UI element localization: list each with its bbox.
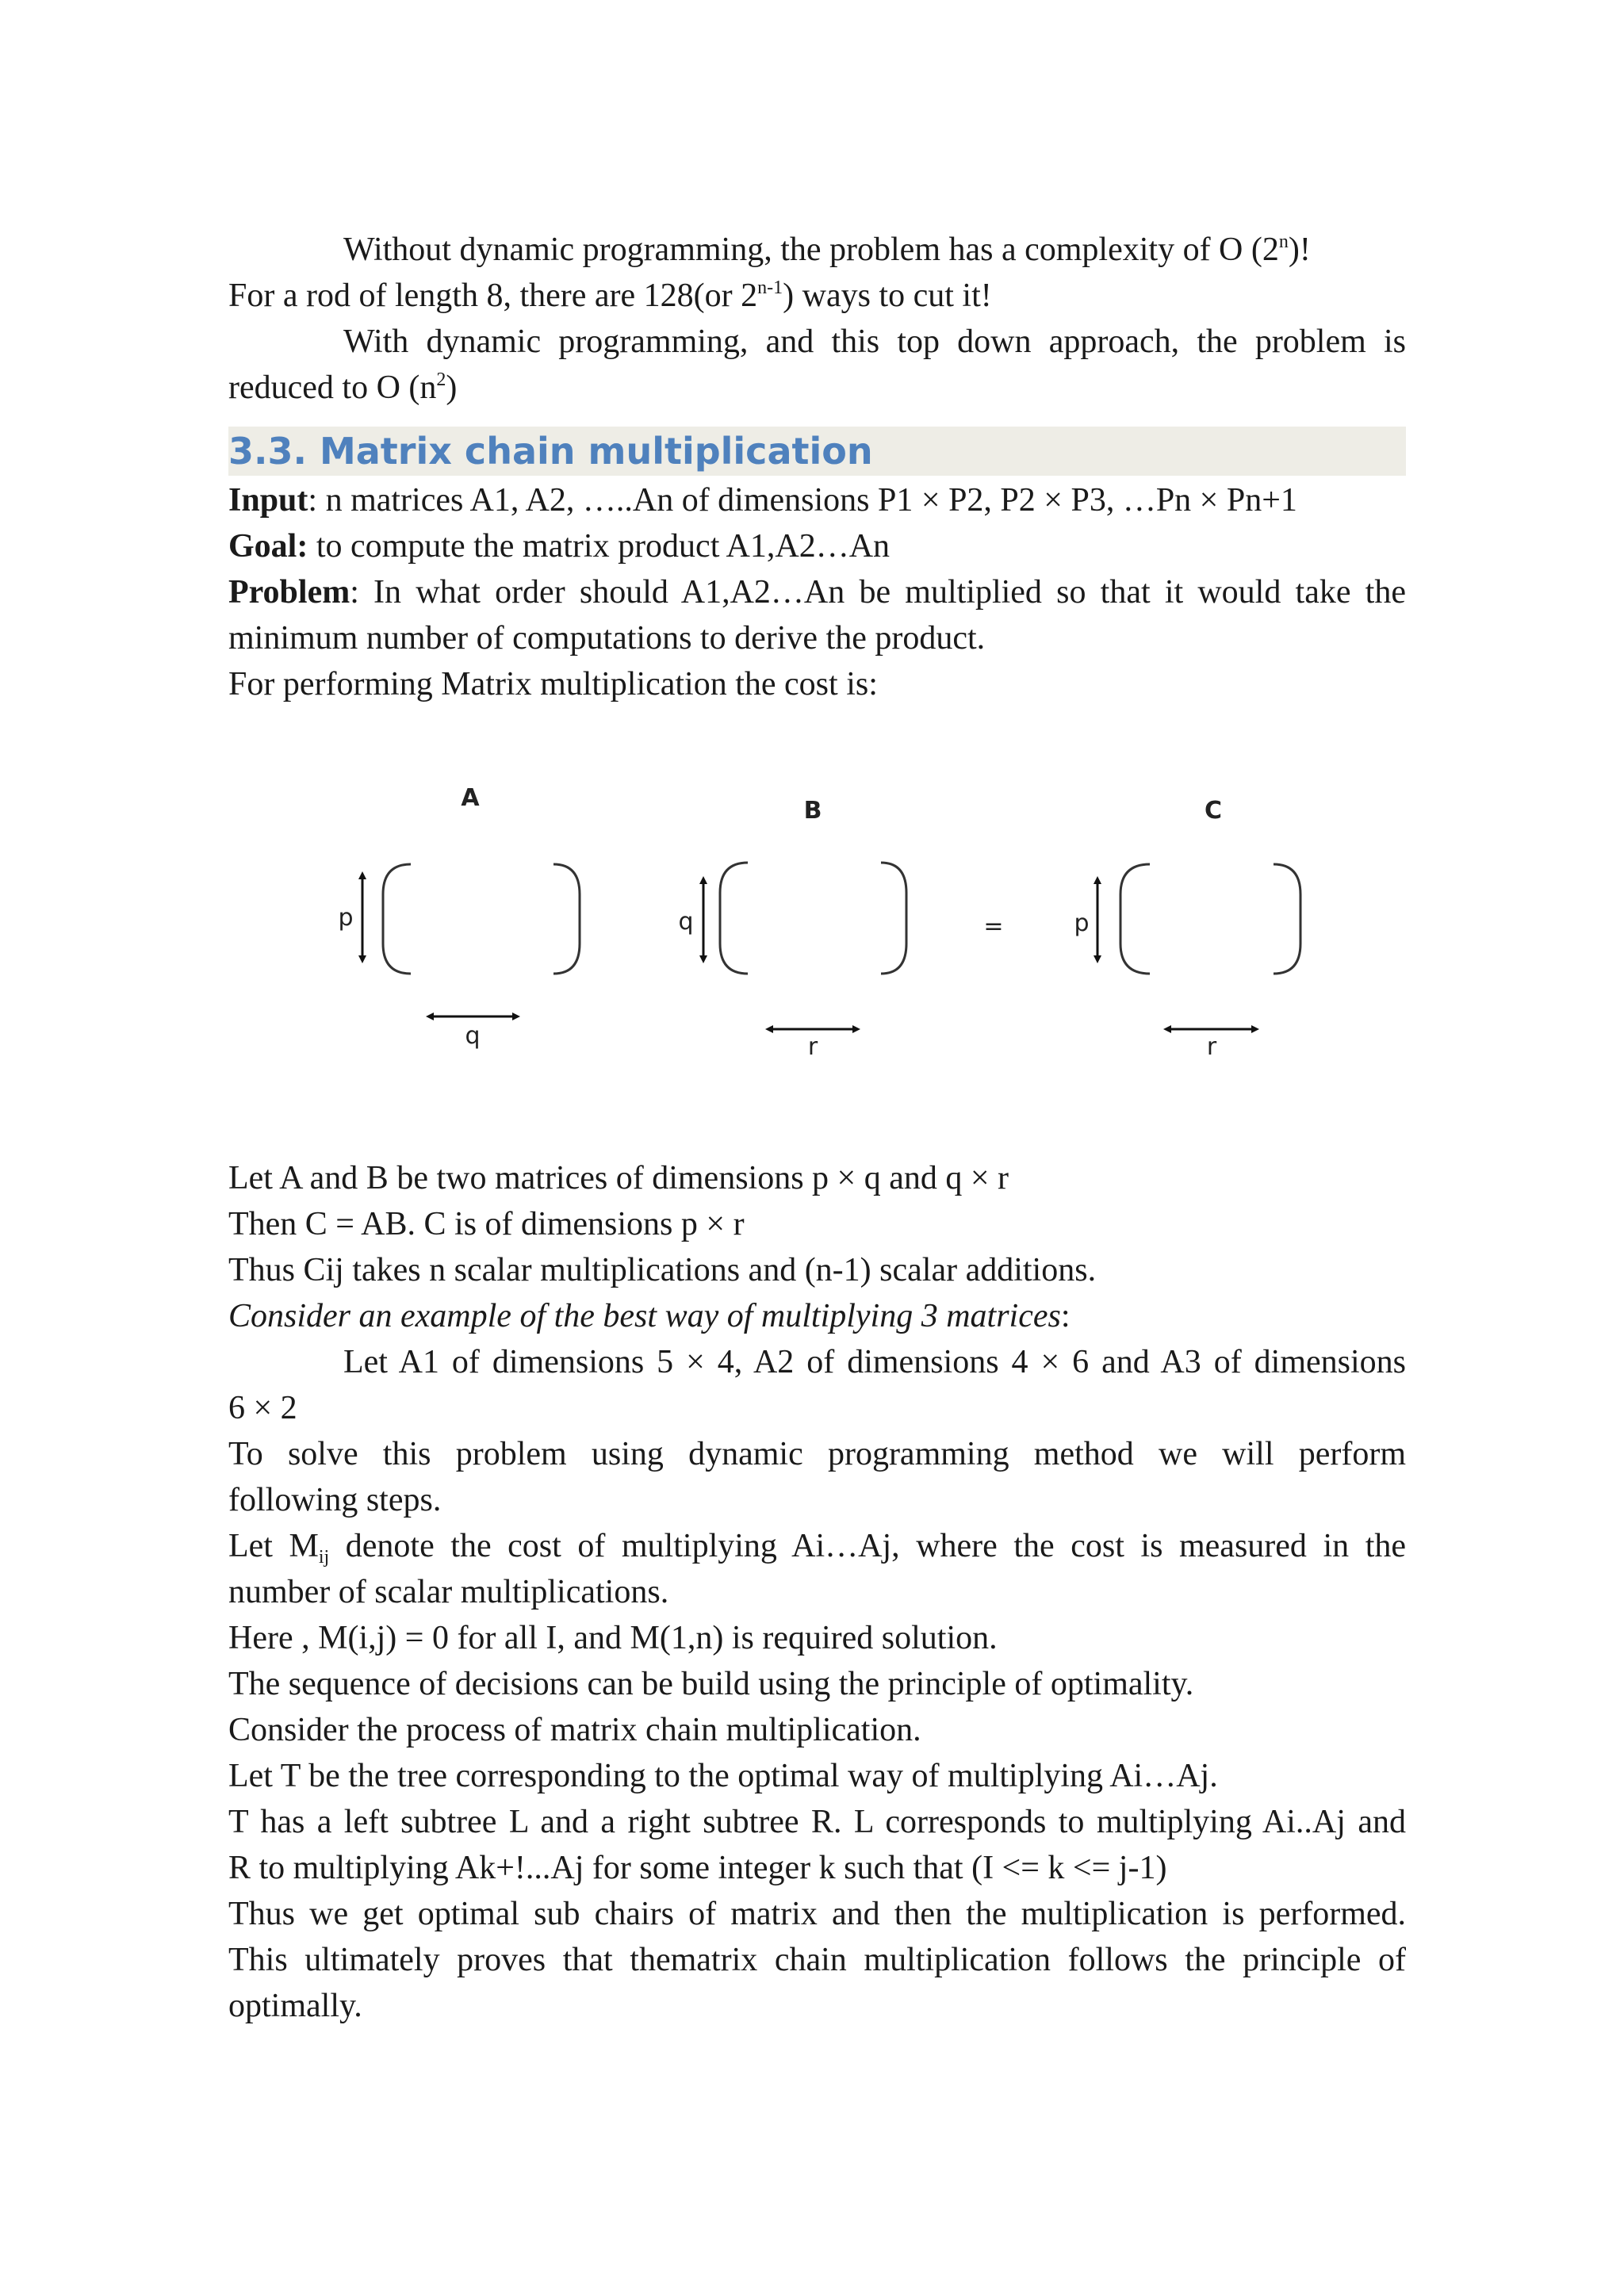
matrix-c-left-bracket: [1120, 864, 1150, 974]
intro-dp-line: With dynamic programming, and this top down approach, the problem is: [343, 323, 1406, 360]
intro-rod-line: For a rod of length 8, there are 128(or 2$^{n-1}$) ways to cut it!: [228, 278, 992, 314]
problem-line-cont: minimum number of computations to derive the product.: [228, 620, 986, 657]
body-line-1: Let A and B be two matrices of dimensions p × q and q × r: [228, 1160, 1009, 1196]
cost-intro-line: For performing Matrix multiplication the cost is:: [228, 666, 878, 702]
matrix-diagram: [228, 707, 1406, 1155]
matrix-b-label: B: [803, 797, 822, 825]
matrix-c-right-bracket: [1274, 864, 1300, 974]
body-line-19: optimally.: [228, 1988, 362, 2024]
matrix-b-cols-label: r: [807, 1033, 818, 1061]
matrix-a-left-bracket: [383, 864, 411, 974]
example-heading-line: Consider an example of the best way of multiplying 3 matrices:: [228, 1298, 1071, 1334]
body-line-6: 6 × 2: [228, 1390, 297, 1426]
goal-line: Goal: to compute the matrix product A1,A2…An: [228, 528, 891, 565]
problem-line: Problem: In what order should A1,A2…An be multiplied so that it would take the: [228, 574, 1406, 611]
body-line-8: following steps.: [228, 1482, 442, 1518]
matrix-c-rows-label: p: [1074, 909, 1090, 937]
body-line-10: number of scalar multiplications.: [228, 1574, 669, 1610]
document-body: [228, 227, 1406, 2029]
matrix-c-label: C: [1204, 797, 1223, 825]
body-line-3: Thus Cij takes n scalar multiplications and (n-1) scalar additions.: [228, 1252, 1097, 1288]
matrix-multiplication-figure: [228, 707, 1406, 1155]
matrix-a-right-bracket: [553, 864, 580, 974]
body-line-18: This ultimately proves that thematrix chain multiplication follows the principle of: [228, 1942, 1406, 1978]
body-line-17: Thus we get optimal sub chairs of matrix and then the multiplication is performed.: [228, 1896, 1406, 1932]
matrix-b-rows-label: q: [678, 908, 694, 936]
body-line-5: Let A1 of dimensions 5 × 4, A2 of dimensions 4 × 6 and A3 of dimensions: [343, 1344, 1406, 1380]
body-line-13: Consider the process of matrix chain multiplication.: [228, 1712, 921, 1748]
body-line-2: Then C = AB. C is of dimensions p × r: [228, 1206, 745, 1242]
matrix-a-cols-label: q: [465, 1022, 481, 1050]
matrix-a: [338, 784, 580, 1050]
section-heading: 3.3. Matrix chain multiplication: [228, 427, 1406, 476]
body-line-15: T has a left subtree L and a right subtree R. L corresponds to multiplying Ai..Aj and: [228, 1804, 1406, 1840]
matrix-b: [678, 797, 906, 1061]
body-line-14: Let T be the tree corresponding to the optimal way of multiplying Ai…Aj.: [228, 1758, 1218, 1794]
matrix-a-rows-label: p: [338, 904, 354, 932]
intro-complexity-line: Without dynamic programming, the problem has a complexity of O (2$^n$)!: [343, 232, 1311, 268]
body-line-11: Here , M(i,j) = 0 for all I, and M(1,n) is required solution.: [228, 1620, 998, 1656]
matrix-b-right-bracket: [881, 863, 906, 974]
matrix-c: [1074, 797, 1300, 1061]
matrix-c-cols-label: r: [1206, 1033, 1217, 1061]
input-line: Input: n matrices A1, A2, …..An of dimensions P1 × P2, P2 × P3, …Pn × Pn+1: [228, 482, 1297, 519]
equals-sign: =: [983, 913, 1004, 940]
matrix-b-left-bracket: [720, 863, 748, 974]
body-line-16: R to multiplying Ak+!...Aj for some integer k such that (I <= k <= j-1): [228, 1850, 1167, 1886]
matrix-a-label: A: [461, 784, 480, 812]
body-line-12: The sequence of decisions can be build using the principle of optimality.: [228, 1666, 1194, 1702]
body-line-9: Let $M_{ij}$ denote the cost of multiplying Ai…Aj, where the cost is measured in the: [228, 1528, 1407, 1568]
intro-reduced-line: reduced to O $(n^2)$: [228, 369, 458, 406]
body-line-7: To solve this problem using dynamic programming method we will perform: [228, 1436, 1406, 1472]
